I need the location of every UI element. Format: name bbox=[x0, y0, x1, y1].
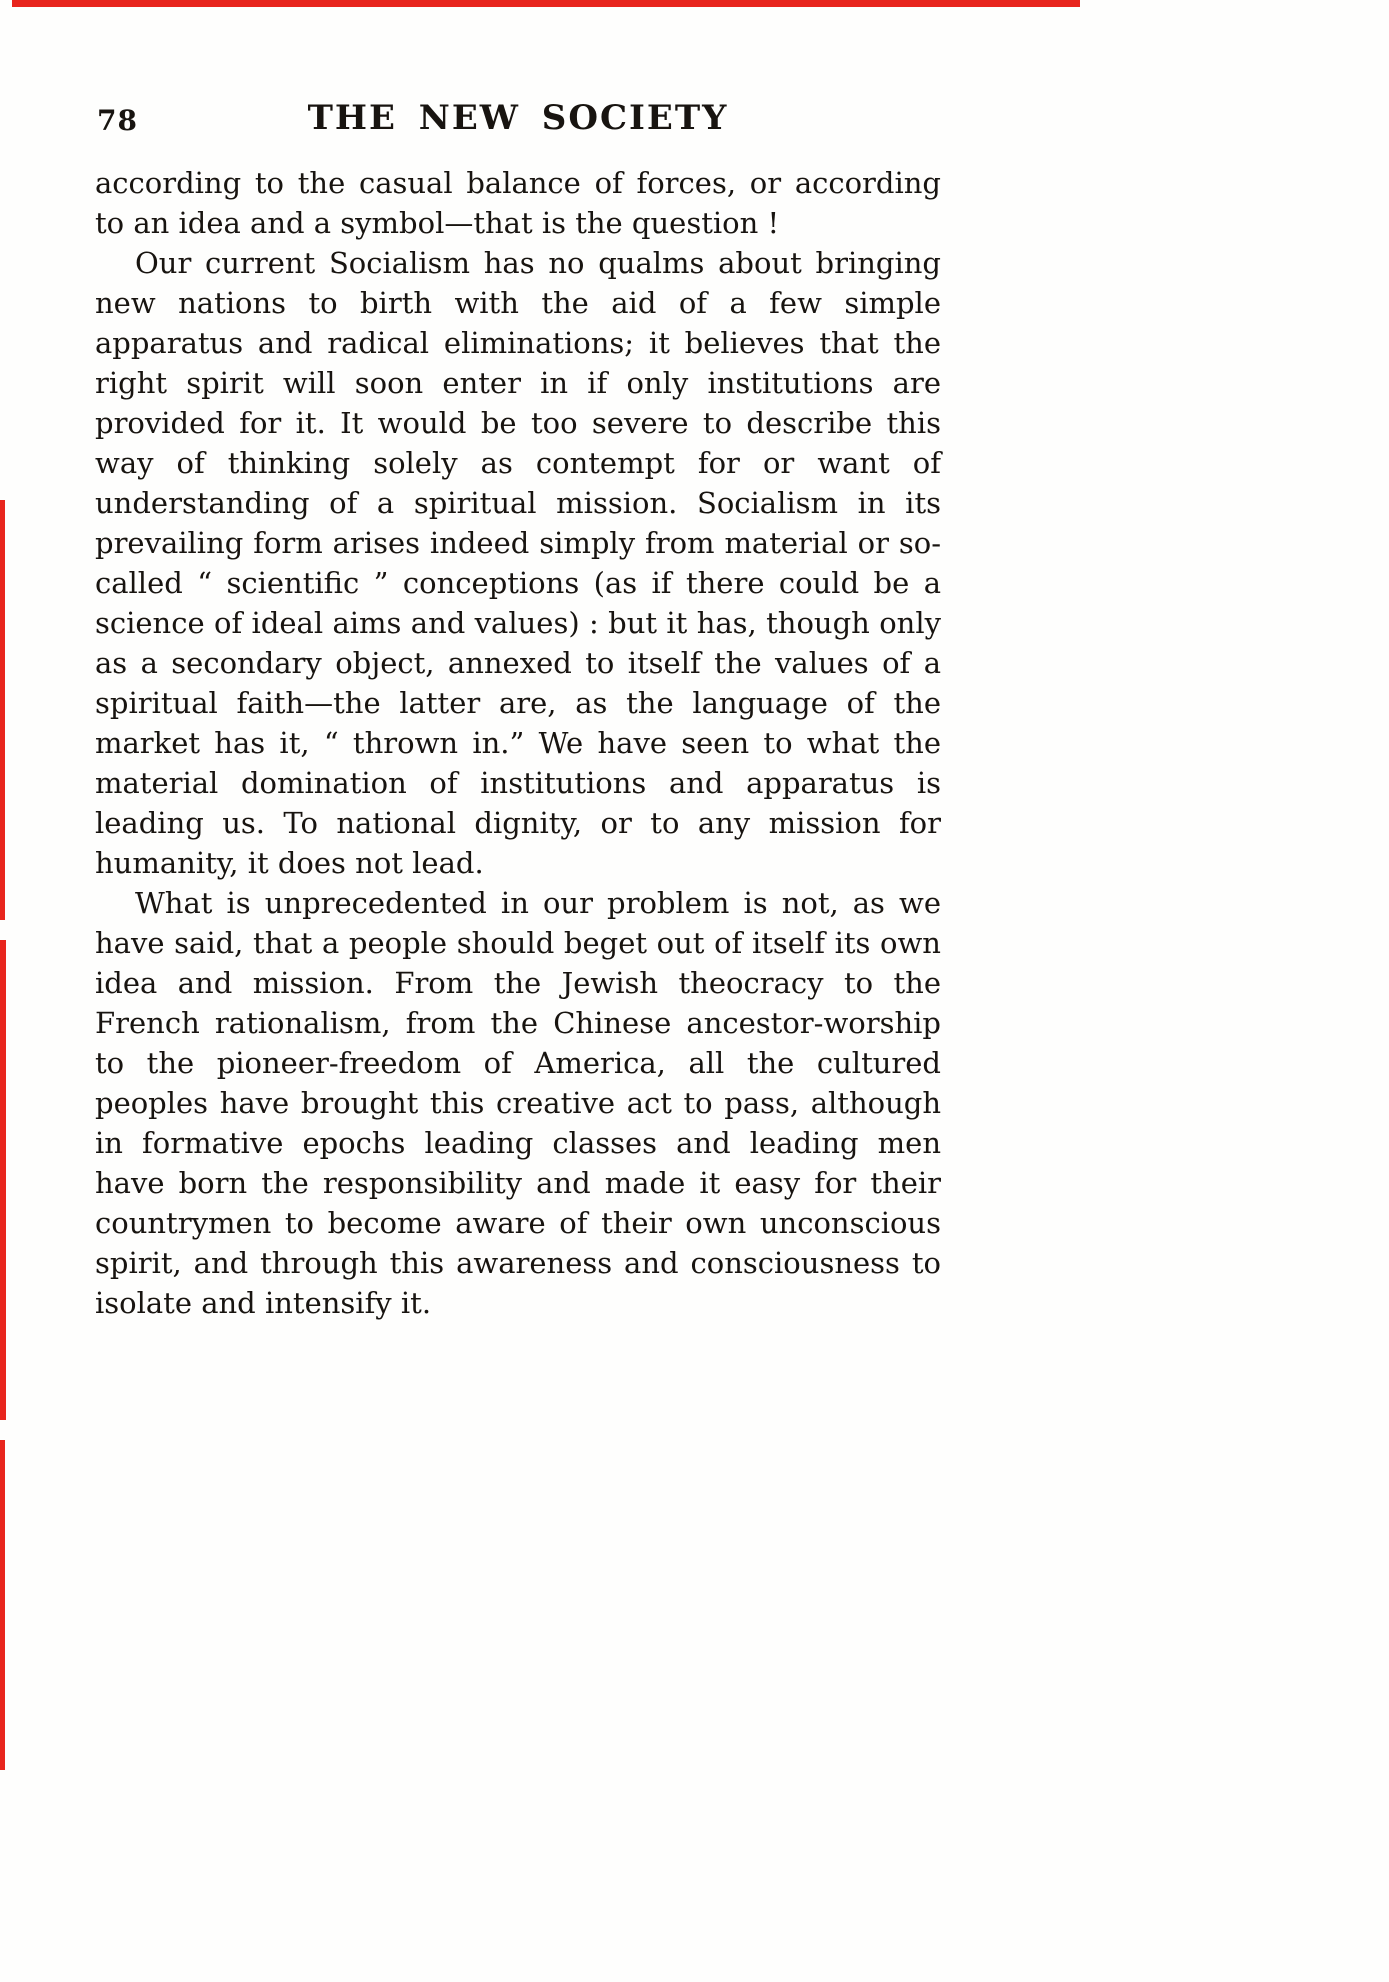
scan-edge-mark-left bbox=[0, 1440, 5, 1770]
body-text bbox=[95, 163, 941, 1323]
running-header bbox=[95, 98, 941, 144]
scan-edge-mark-left bbox=[0, 500, 5, 920]
page-title: THE NEW SOCIETY bbox=[307, 98, 729, 138]
scan-edge-mark-left bbox=[0, 940, 6, 1420]
page-number: 78 bbox=[97, 104, 138, 137]
paragraph: What is unprecedented in our problem is not, as we have said, that a people should beget out of itself its own idea and mission. From the Jewish theocracy to the French rationalism, from the Chinese ancestor-worship to the pioneer-freedom of America, all the cultured peoples have brought this creative act to pass, although in formative epochs leading classes and leading men have born the responsibility and made it easy for their countrymen to become aware of their own unconscious spirit, and through this awareness and consciousness to isolate and intensify it. bbox=[95, 886, 941, 1320]
paragraph: according to the casual balance of forces, or according to an idea and a symbol—that is the question ! bbox=[95, 166, 941, 240]
paragraph: Our current Socialism has no qualms about bringing new nations to birth with the aid of a few simple apparatus and radical eliminations; it believes that the right spirit will soon enter in if only institutions are provided for it. It would be too severe to describe this way of thinking solely as contempt for or want of understanding of a spiritual mission. Socialism in its prevailing form arises indeed simply from material or so-called “ scientific ” conceptions (as if there could be a science of ideal aims and values) : but it has, though only as a secondary object, annexed to itself the values of a spiritual faith—the latter are, as the language of the market has it, “ thrown in.” We have seen to what the material domination of institutions and apparatus is leading us. To national dignity, or to any mission for humanity, it does not lead. bbox=[95, 246, 941, 880]
scan-edge-mark-top bbox=[12, 0, 1080, 7]
